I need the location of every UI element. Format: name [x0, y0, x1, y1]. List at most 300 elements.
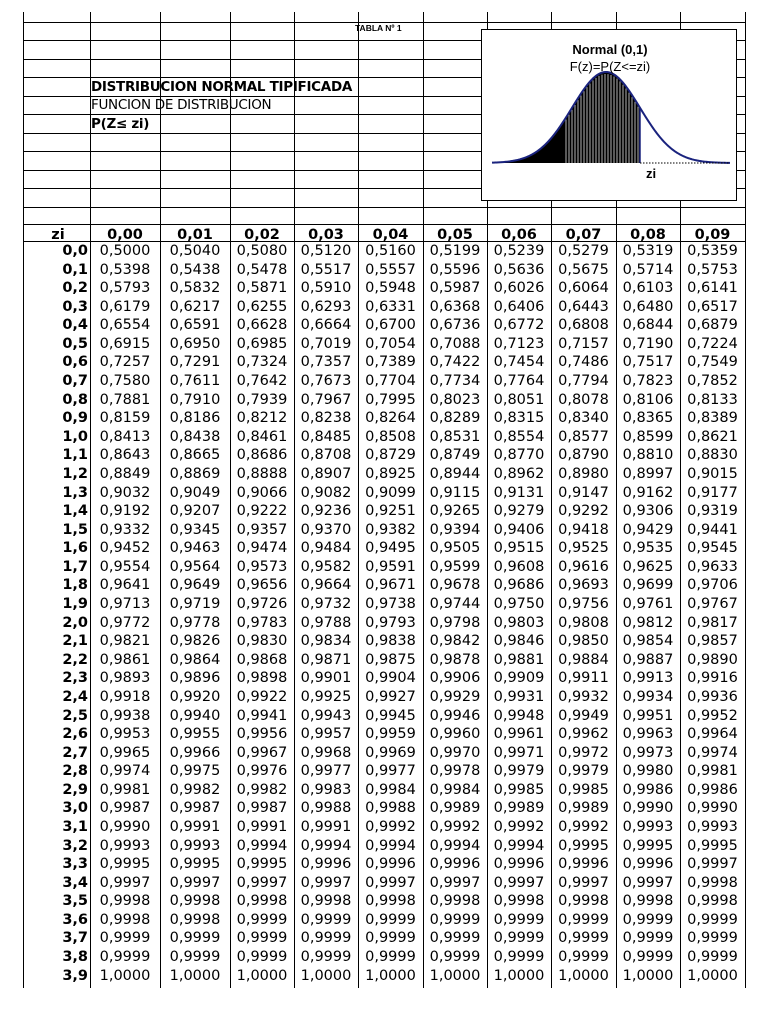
- table-cell: 0,9857: [687, 633, 738, 650]
- figure-zi-marker: zi: [646, 166, 657, 181]
- table-cell: 0,9099: [365, 484, 416, 501]
- table-cell: 1,0000: [558, 967, 609, 984]
- table-cell: 0,9995: [169, 856, 221, 873]
- table-cell: 0,6368: [429, 298, 481, 315]
- table-cell: 0,8869: [169, 465, 221, 482]
- table-cell: 0,9999: [236, 949, 288, 966]
- table-cell: 0,9861: [99, 651, 151, 668]
- table-cell: 0,9999: [558, 911, 609, 928]
- table-cell: 0,9999: [429, 911, 481, 928]
- table-cell: 0,9987: [236, 800, 288, 817]
- table-cell: 0,9909: [493, 670, 545, 687]
- table-cell: 0,9032: [99, 484, 151, 501]
- table-cell: 0,8365: [622, 410, 674, 427]
- table-cell: 0,9984: [429, 781, 481, 798]
- sheet-title: DISTRIBUCION NORMAL TIPIFICADA: [91, 79, 352, 95]
- table-cell: 0,9545: [687, 540, 738, 557]
- row-zi-label: 3,8: [62, 949, 88, 966]
- table-cell: 0,9996: [622, 856, 674, 873]
- table-cell: 0,9991: [300, 818, 352, 835]
- table-cell: 0,9943: [300, 707, 352, 724]
- table-cell: 0,9554: [99, 558, 151, 575]
- table-cell: 0,9994: [236, 837, 288, 854]
- table-cell: 0,8413: [99, 428, 151, 445]
- table-cell: 0,9983: [300, 781, 352, 798]
- table-cell: 0,7054: [365, 335, 416, 352]
- table-cell: 0,7823: [622, 373, 674, 390]
- table-cell: 0,7257: [99, 354, 151, 371]
- row-zi-label: 2,5: [62, 707, 88, 724]
- table-cell: 0,9918: [99, 688, 151, 705]
- row-zi-label: 3,9: [62, 967, 88, 984]
- table-cell: 0,9993: [687, 818, 738, 835]
- table-cell: 0,9726: [236, 596, 288, 613]
- table-cell: 0,9192: [99, 503, 151, 520]
- table-cell: 0,8485: [300, 428, 352, 445]
- table-cell: 0,7019: [300, 335, 352, 352]
- table-cell: 0,7088: [429, 335, 481, 352]
- table-cell: 0,9982: [236, 781, 288, 798]
- row-zi-label: 3,0: [62, 800, 88, 817]
- table-cell: 0,9997: [558, 874, 609, 891]
- table-cell: 0,9968: [300, 744, 352, 761]
- table-cell: 0,9406: [493, 521, 545, 538]
- table-cell: 0,6664: [300, 317, 352, 334]
- table-cell: 0,9971: [493, 744, 545, 761]
- table-cell: 0,9945: [365, 707, 416, 724]
- table-cell: 0,9998: [558, 893, 609, 910]
- table-cell: 0,9906: [429, 670, 481, 687]
- table-cell: 0,8849: [99, 465, 151, 482]
- table-cell: 0,6844: [622, 317, 674, 334]
- table-cell: 0,6554: [99, 317, 151, 334]
- table-cell: 0,8023: [429, 391, 481, 408]
- table-cell: 0,5636: [493, 261, 545, 278]
- table-cell: 0,9929: [429, 688, 481, 705]
- table-cell: 0,9049: [169, 484, 221, 501]
- table-cell: 0,9957: [300, 726, 352, 743]
- table-cell: 0,9686: [493, 577, 545, 594]
- table-cell: 0,9999: [429, 930, 481, 947]
- table-cell: 0,9582: [300, 558, 352, 575]
- table-cell: 0,9967: [236, 744, 288, 761]
- row-zi-label: 1,9: [62, 596, 88, 613]
- table-cell: 0,9783: [236, 614, 288, 631]
- table-cell: 0,9965: [99, 744, 151, 761]
- table-cell: 0,8925: [365, 465, 416, 482]
- row-zi-label: 3,5: [62, 893, 88, 910]
- table-cell: 0,8577: [558, 428, 609, 445]
- table-cell: 0,9974: [99, 763, 151, 780]
- table-cell: 0,9998: [622, 893, 674, 910]
- table-cell: 0,9994: [300, 837, 352, 854]
- table-cell: 0,9961: [493, 726, 545, 743]
- table-cell: 0,8749: [429, 447, 481, 464]
- table-cell: 0,6950: [169, 335, 221, 352]
- table-cell: 0,9911: [558, 670, 609, 687]
- table-cell: 0,7967: [300, 391, 352, 408]
- table-cell: 0,9901: [300, 670, 352, 687]
- table-cell: 0,9525: [558, 540, 609, 557]
- table-cell: 0,9949: [558, 707, 609, 724]
- column-header: 0,09: [694, 227, 731, 243]
- table-cell: 0,8830: [687, 447, 738, 464]
- table-cell: 0,7190: [622, 335, 674, 352]
- table-cell: 0,9978: [429, 763, 481, 780]
- table-cell: 0,9941: [236, 707, 288, 724]
- table-cell: 0,9994: [365, 837, 416, 854]
- table-cell: 0,9999: [365, 930, 416, 947]
- table-cell: 0,9713: [99, 596, 151, 613]
- table-cell: 0,9998: [169, 893, 221, 910]
- table-cell: 0,8238: [300, 410, 352, 427]
- table-cell: 0,5871: [236, 280, 288, 297]
- table-cell: 0,8907: [300, 465, 352, 482]
- row-zi-label: 0,6: [62, 354, 88, 371]
- table-cell: 0,5832: [169, 280, 221, 297]
- row-zi-label: 3,1: [62, 818, 88, 835]
- table-cell: 0,9979: [558, 763, 609, 780]
- table-cell: 0,9998: [687, 893, 738, 910]
- table-cell: 0,9988: [365, 800, 416, 817]
- table-cell: 0,6879: [687, 317, 738, 334]
- table-cell: 0,9997: [687, 856, 738, 873]
- row-zi-label: 0,4: [62, 317, 88, 334]
- table-cell: 0,9887: [622, 651, 674, 668]
- table-cell: 0,9991: [236, 818, 288, 835]
- table-cell: 0,9826: [169, 633, 221, 650]
- table-cell: 0,8621: [687, 428, 738, 445]
- table-cell: 0,6915: [99, 335, 151, 352]
- table-cell: 0,8810: [622, 447, 674, 464]
- table-cell: 0,9382: [365, 521, 416, 538]
- table-cell: 0,9999: [169, 930, 221, 947]
- table-cell: 0,9812: [622, 614, 674, 631]
- row-zi-label: 1,1: [62, 447, 88, 464]
- table-cell: 0,9207: [169, 503, 221, 520]
- row-zi-label: 3,7: [62, 930, 88, 947]
- table-cell: 0,9995: [558, 837, 609, 854]
- table-cell: 0,9996: [558, 856, 609, 873]
- table-cell: 0,8106: [622, 391, 674, 408]
- table-cell: 0,9986: [687, 781, 738, 798]
- table-cell: 0,9925: [300, 688, 352, 705]
- table-cell: 0,5040: [169, 243, 221, 259]
- table-cell: 0,6141: [687, 280, 738, 297]
- table-cell: 0,9931: [493, 688, 545, 705]
- row-zi-label: 0,7: [62, 373, 88, 390]
- table-cell: 0,9834: [300, 633, 352, 650]
- table-cell: 0,9996: [300, 856, 352, 873]
- table-cell: 0,9938: [99, 707, 151, 724]
- table-cell: 0,9982: [169, 781, 221, 798]
- row-zi-label: 3,3: [62, 856, 88, 873]
- table-cell: 0,9306: [622, 503, 674, 520]
- table-cell: 0,9706: [687, 577, 738, 594]
- table-cell: 0,9767: [687, 596, 738, 613]
- row-header-zi: zi: [51, 227, 65, 243]
- table-cell: 0,9999: [300, 930, 352, 947]
- table-cell: 0,9564: [169, 558, 221, 575]
- row-zi-label: 1,3: [62, 484, 88, 501]
- table-cell: 0,9985: [558, 781, 609, 798]
- table-cell: 1,0000: [300, 967, 352, 984]
- table-cell: 0,5987: [429, 280, 481, 297]
- table-cell: 0,9999: [622, 949, 674, 966]
- row-zi-label: 2,7: [62, 744, 88, 761]
- table-cell: 0,5714: [622, 261, 674, 278]
- table-cell: 0,9936: [687, 688, 738, 705]
- table-cell: 0,9850: [558, 633, 609, 650]
- table-cell: 0,9699: [622, 577, 674, 594]
- table-cell: 1,0000: [236, 967, 288, 984]
- table-cell: 0,9649: [169, 577, 221, 594]
- table-cell: 0,9997: [99, 874, 151, 891]
- table-cell: 0,9131: [493, 484, 545, 501]
- table-cell: 0,5948: [365, 280, 416, 297]
- table-cell: 0,9896: [169, 670, 221, 687]
- table-cell: 0,9370: [300, 521, 352, 538]
- table-cell: 0,8944: [429, 465, 481, 482]
- table-cell: 0,9878: [429, 651, 481, 668]
- table-cell: 0,9973: [622, 744, 674, 761]
- table-cell: 0,9997: [236, 874, 288, 891]
- table-cell: 0,9970: [429, 744, 481, 761]
- table-cell: 0,9920: [169, 688, 221, 705]
- table-cell: 0,9995: [622, 837, 674, 854]
- table-cell: 0,9898: [236, 670, 288, 687]
- table-cell: 0,8289: [429, 410, 481, 427]
- table-cell: 0,5080: [236, 243, 288, 259]
- table-cell: 0,8643: [99, 447, 151, 464]
- table-cell: 0,9992: [493, 818, 545, 835]
- row-zi-label: 2,0: [62, 614, 88, 631]
- table-cell: 0,9821: [99, 633, 151, 650]
- table-cell: 0,9881: [493, 651, 545, 668]
- table-cell: 0,9996: [493, 856, 545, 873]
- table-cell: 0,9934: [622, 688, 674, 705]
- table-cell: 0,8708: [300, 447, 352, 464]
- table-cell: 0,9990: [622, 800, 674, 817]
- table-cell: 0,9989: [558, 800, 609, 817]
- table-cell: 0,9999: [99, 930, 151, 947]
- table-cell: 0,9738: [365, 596, 416, 613]
- table-cell: 0,9744: [429, 596, 481, 613]
- table-cell: 0,6179: [99, 298, 151, 315]
- table-cell: 0,9975: [169, 763, 221, 780]
- row-zi-label: 1,6: [62, 540, 88, 557]
- table-cell: 0,7157: [558, 335, 609, 352]
- table-cell: 0,9997: [429, 874, 481, 891]
- table-cell: 0,7454: [493, 354, 545, 371]
- table-cell: 0,9993: [622, 818, 674, 835]
- table-cell: 0,7939: [236, 391, 288, 408]
- table-cell: 0,8461: [236, 428, 288, 445]
- table-cell: 0,5793: [99, 280, 151, 297]
- table-cell: 0,9999: [99, 949, 151, 966]
- table-cell: 0,9984: [365, 781, 416, 798]
- table-cell: 0,9998: [365, 893, 416, 910]
- table-cell: 0,9830: [236, 633, 288, 650]
- figure-title: Normal (0,1): [572, 42, 648, 57]
- table-cell: 0,9964: [687, 726, 738, 743]
- table-cell: 0,9951: [622, 707, 674, 724]
- row-zi-label: 2,4: [62, 688, 88, 705]
- table-cell: 0,8159: [99, 410, 151, 427]
- table-cell: 0,9976: [236, 763, 288, 780]
- table-cell: 0,9998: [687, 874, 738, 891]
- table-cell: 0,9778: [169, 614, 221, 631]
- table-cell: 0,7549: [687, 354, 738, 371]
- table-cell: 0,7852: [687, 373, 738, 390]
- table-cell: 0,9998: [493, 893, 545, 910]
- table-cell: 0,5438: [169, 261, 221, 278]
- table-cell: 0,5753: [687, 261, 738, 278]
- table-cell: 0,8186: [169, 410, 221, 427]
- table-cell: 0,9573: [236, 558, 288, 575]
- table-cell: 0,9927: [365, 688, 416, 705]
- table-cell: 0,9999: [687, 911, 738, 928]
- table-cell: 0,9999: [493, 930, 545, 947]
- table-cell: 0,7794: [558, 373, 609, 390]
- table-cell: 0,5160: [365, 243, 416, 259]
- table-cell: 1,0000: [429, 967, 481, 984]
- table-cell: 0,9162: [622, 484, 674, 501]
- row-zi-label: 3,4: [62, 874, 88, 891]
- table-cell: 0,8264: [365, 410, 416, 427]
- row-zi-label: 0,1: [62, 261, 88, 278]
- table-cell: 0,9616: [558, 558, 609, 575]
- table-cell: 0,5120: [300, 243, 352, 259]
- table-cell: 0,7422: [429, 354, 481, 371]
- table-cell: 0,9997: [365, 874, 416, 891]
- table-cell: 0,9953: [99, 726, 151, 743]
- table-cell: 0,9633: [687, 558, 738, 575]
- table-cell: 0,9992: [558, 818, 609, 835]
- column-header: 0,08: [630, 227, 666, 243]
- table-cell: 0,9842: [429, 633, 481, 650]
- table-cell: 0,9066: [236, 484, 288, 501]
- table-cell: 0,8212: [236, 410, 288, 427]
- table-cell: 0,9999: [236, 911, 288, 928]
- table-cell: 0,6628: [236, 317, 288, 334]
- table-cell: 0,7734: [429, 373, 481, 390]
- table-cell: 0,9999: [365, 949, 416, 966]
- row-zi-label: 2,2: [62, 651, 88, 668]
- table-cell: 0,9969: [365, 744, 416, 761]
- table-cell: 0,6103: [622, 280, 674, 297]
- table-cell: 0,9956: [236, 726, 288, 743]
- table-cell: 0,9463: [169, 540, 221, 557]
- table-cell: 0,9505: [429, 540, 481, 557]
- table-cell: 0,7642: [236, 373, 288, 390]
- table-cell: 0,9999: [493, 911, 545, 928]
- table-cell: 0,9997: [493, 874, 545, 891]
- table-cell: 0,9484: [300, 540, 352, 557]
- table-cell: 0,9693: [558, 577, 609, 594]
- table-cell: 0,6406: [493, 298, 545, 315]
- table-cell: 0,9996: [365, 856, 416, 873]
- table-cell: 0,9719: [169, 596, 221, 613]
- row-zi-label: 1,4: [62, 503, 88, 520]
- table-cell: 0,7580: [99, 373, 151, 390]
- row-zi-label: 0,8: [62, 391, 88, 408]
- table-cell: 0,7881: [99, 391, 151, 408]
- table-cell: 0,9535: [622, 540, 674, 557]
- table-cell: 0,9948: [493, 707, 545, 724]
- table-cell: 0,9998: [99, 911, 151, 928]
- table-cell: 0,9664: [300, 577, 352, 594]
- table-cell: 0,9394: [429, 521, 481, 538]
- table-cell: 0,9991: [169, 818, 221, 835]
- table-cell: 0,9999: [687, 930, 738, 947]
- table-cell: 0,5517: [300, 261, 352, 278]
- row-zi-label: 2,1: [62, 633, 88, 650]
- row-zi-label: 0,9: [62, 410, 88, 427]
- table-cell: 0,5596: [429, 261, 481, 278]
- table-cell: 0,9988: [300, 800, 352, 817]
- table-cell: 0,9992: [429, 818, 481, 835]
- table-cell: 0,5557: [365, 261, 416, 278]
- table-cell: 0,8980: [558, 465, 609, 482]
- table-cell: 1,0000: [687, 967, 738, 984]
- table-cell: 0,8340: [558, 410, 609, 427]
- table-cell: 0,9115: [429, 484, 481, 501]
- table-cell: 0,9732: [300, 596, 352, 613]
- table-cell: 0,8078: [558, 391, 609, 408]
- table-cell: 0,9265: [429, 503, 481, 520]
- table-cell: 0,7910: [169, 391, 221, 408]
- table-cell: 1,0000: [622, 967, 674, 984]
- table-cell: 0,9904: [365, 670, 416, 687]
- table-cell: 0,7291: [169, 354, 221, 371]
- table-cell: 0,9999: [365, 911, 416, 928]
- row-zi-label: 2,3: [62, 670, 88, 687]
- table-cell: 0,9671: [365, 577, 416, 594]
- table-cell: 0,6772: [493, 317, 545, 334]
- table-cell: 0,9871: [300, 651, 352, 668]
- table-cell: 0,8888: [236, 465, 288, 482]
- table-cell: 0,9591: [365, 558, 416, 575]
- table-cell: 0,9977: [365, 763, 416, 780]
- table-cell: 0,8133: [687, 391, 738, 408]
- table-cell: 0,7389: [365, 354, 416, 371]
- table-cell: 1,0000: [99, 967, 151, 984]
- table-cell: 0,9893: [99, 670, 151, 687]
- table-cell: 0,9940: [169, 707, 221, 724]
- table-cell: 0,7517: [622, 354, 674, 371]
- table-cell: 0,9319: [687, 503, 738, 520]
- table-cell: 0,9916: [687, 670, 738, 687]
- table-cell: 0,9994: [493, 837, 545, 854]
- table-cell: 0,9641: [99, 577, 151, 594]
- table-cell: 0,5910: [300, 280, 352, 297]
- table-cell: 0,9793: [365, 614, 416, 631]
- table-cell: 0,9890: [687, 651, 738, 668]
- table-cell: 0,9474: [236, 540, 288, 557]
- table-cell: 0,9998: [236, 893, 288, 910]
- table-cell: 0,9989: [429, 800, 481, 817]
- table-cell: 0,8508: [365, 428, 416, 445]
- table-cell: 0,9952: [687, 707, 738, 724]
- table-cell: 0,9656: [236, 577, 288, 594]
- table-cell: 0,9990: [99, 818, 151, 835]
- table-cell: 0,7673: [300, 373, 352, 390]
- table-number: TABLA Nº 1: [355, 23, 402, 33]
- table-cell: 0,9999: [622, 930, 674, 947]
- table-cell: 0,9761: [622, 596, 674, 613]
- table-cell: 0,7995: [365, 391, 416, 408]
